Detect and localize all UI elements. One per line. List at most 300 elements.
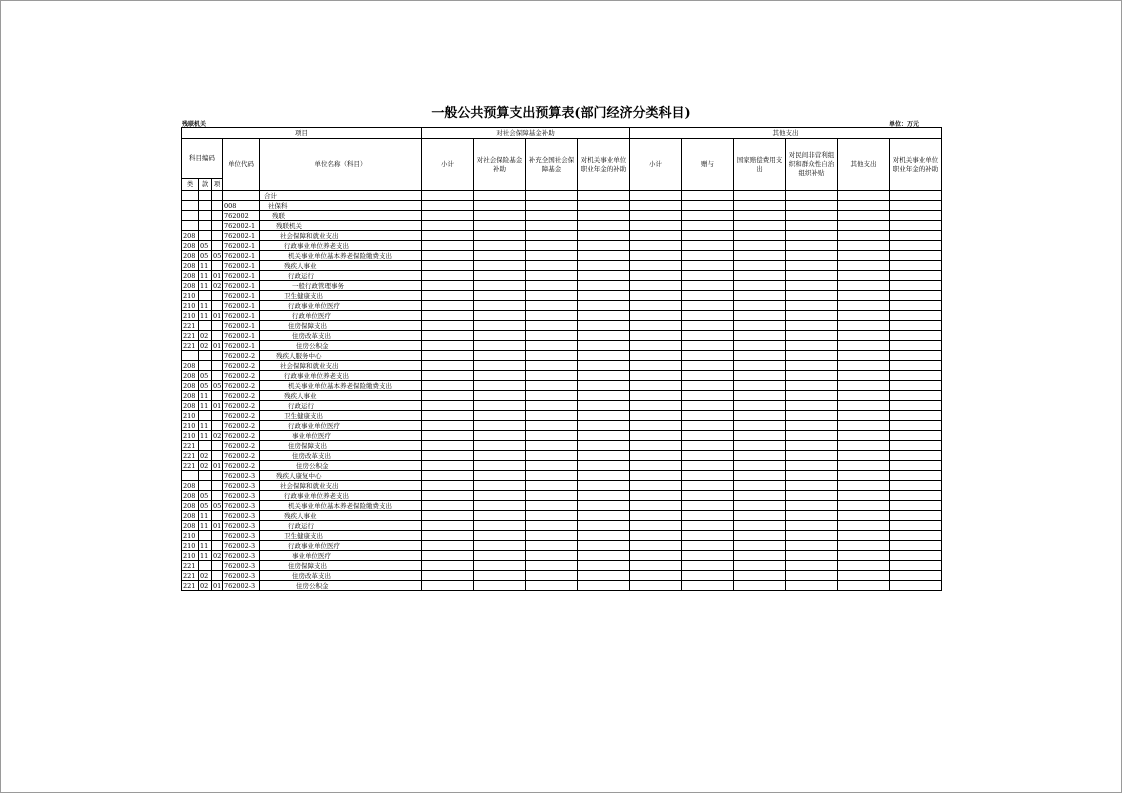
cell-xiang — [212, 531, 223, 541]
cell-amount — [578, 531, 630, 541]
cell-xiang — [212, 291, 223, 301]
cell-amount — [422, 451, 474, 461]
cell-amount — [526, 251, 578, 261]
cell-code: 762002-1 — [223, 231, 260, 241]
cell-amount — [838, 201, 890, 211]
cell-amount — [786, 261, 838, 271]
cell-kuan — [199, 471, 212, 481]
cell-amount — [682, 571, 734, 581]
cell-kuan: 05 — [199, 491, 212, 501]
cell-amount — [890, 221, 942, 231]
header-col: 小计 — [630, 139, 682, 191]
header-project: 项目 — [182, 128, 422, 139]
cell-lei: 208 — [182, 491, 199, 501]
cell-name: 一般行政管理事务 — [260, 281, 422, 291]
cell-xiang — [212, 471, 223, 481]
header-lei: 类 — [182, 179, 199, 191]
cell-amount — [578, 351, 630, 361]
cell-code: 762002-3 — [223, 491, 260, 501]
cell-amount — [474, 381, 526, 391]
table-row — [182, 251, 942, 261]
table-row — [182, 451, 942, 461]
cell-name: 残联 — [260, 211, 422, 221]
cell-xiang — [212, 391, 223, 401]
cell-amount — [526, 581, 578, 591]
cell-amount — [474, 351, 526, 361]
table-row — [182, 581, 942, 591]
cell-amount — [682, 221, 734, 231]
header-kuan: 款 — [199, 179, 212, 191]
cell-amount — [734, 401, 786, 411]
cell-amount — [682, 201, 734, 211]
cell-amount — [630, 331, 682, 341]
cell-amount — [890, 291, 942, 301]
cell-amount — [890, 541, 942, 551]
cell-kuan: 11 — [199, 391, 212, 401]
cell-amount — [474, 331, 526, 341]
cell-kuan: 11 — [199, 261, 212, 271]
cell-amount — [734, 531, 786, 541]
cell-amount — [838, 461, 890, 471]
cell-amount — [474, 411, 526, 421]
cell-amount — [630, 421, 682, 431]
cell-amount — [422, 321, 474, 331]
cell-code: 762002-1 — [223, 291, 260, 301]
cell-amount — [474, 251, 526, 261]
cell-amount — [630, 521, 682, 531]
table-row — [182, 391, 942, 401]
cell-amount — [474, 551, 526, 561]
cell-amount — [838, 561, 890, 571]
cell-lei: 221 — [182, 341, 199, 351]
cell-amount — [734, 471, 786, 481]
table-row — [182, 411, 942, 421]
cell-amount — [578, 561, 630, 571]
cell-amount — [890, 371, 942, 381]
cell-amount — [630, 231, 682, 241]
cell-amount — [630, 401, 682, 411]
cell-name: 住房改革支出 — [260, 571, 422, 581]
cell-amount — [630, 281, 682, 291]
cell-amount — [526, 221, 578, 231]
cell-amount — [526, 421, 578, 431]
cell-amount — [734, 291, 786, 301]
cell-lei: 221 — [182, 561, 199, 571]
cell-amount — [422, 431, 474, 441]
cell-kuan: 05 — [199, 501, 212, 511]
cell-amount — [838, 191, 890, 201]
cell-name: 住房保障支出 — [260, 321, 422, 331]
cell-xiang — [212, 481, 223, 491]
cell-amount — [734, 431, 786, 441]
cell-code: 762002-1 — [223, 261, 260, 271]
cell-kuan: 05 — [199, 381, 212, 391]
cell-amount — [682, 581, 734, 591]
cell-amount — [838, 551, 890, 561]
cell-amount — [682, 291, 734, 301]
table-row — [182, 281, 942, 291]
cell-amount — [682, 321, 734, 331]
cell-amount — [838, 581, 890, 591]
cell-xiang: 05 — [213, 381, 222, 390]
cell-lei — [182, 221, 199, 231]
cell-lei: 221 — [182, 451, 199, 461]
cell-amount — [422, 481, 474, 491]
cell-amount — [786, 571, 838, 581]
cell-amount — [474, 321, 526, 331]
cell-code: 762002-2 — [223, 451, 260, 461]
cell-amount — [474, 301, 526, 311]
cell-amount — [526, 531, 578, 541]
cell-amount — [734, 551, 786, 561]
table-row — [182, 461, 942, 471]
cell-lei: 208 — [182, 511, 199, 521]
cell-amount — [422, 381, 474, 391]
cell-amount — [734, 261, 786, 271]
table-row — [182, 341, 942, 351]
cell-amount — [526, 311, 578, 321]
cell-amount — [890, 441, 942, 451]
cell-amount — [526, 491, 578, 501]
cell-amount — [422, 391, 474, 401]
cell-amount — [890, 571, 942, 581]
cell-lei: 208 — [182, 401, 199, 411]
cell-amount — [474, 421, 526, 431]
cell-amount — [578, 571, 630, 581]
cell-amount — [682, 451, 734, 461]
header-unit-name: 单位名称（科目） — [260, 139, 422, 191]
cell-amount — [838, 511, 890, 521]
cell-amount — [630, 321, 682, 331]
header-col: 补充全国社会保障基金 — [526, 139, 578, 191]
cell-name: 社会保障和就业支出 — [260, 361, 422, 371]
cell-amount — [578, 391, 630, 401]
cell-amount — [422, 281, 474, 291]
cell-lei: 210 — [182, 301, 199, 311]
cell-amount — [734, 331, 786, 341]
cell-code: 762002-2 — [223, 351, 260, 361]
cell-code: 762002-2 — [223, 431, 260, 441]
cell-name: 事业单位医疗 — [260, 551, 422, 561]
cell-amount — [786, 331, 838, 341]
table-row — [182, 381, 942, 391]
cell-amount — [682, 381, 734, 391]
cell-amount — [682, 441, 734, 451]
cell-amount — [682, 231, 734, 241]
cell-amount — [682, 411, 734, 421]
cell-amount — [474, 401, 526, 411]
header-col: 小计 — [422, 139, 474, 191]
cell-amount — [578, 551, 630, 561]
cell-kuan: 05 — [199, 241, 212, 251]
cell-amount — [838, 451, 890, 461]
cell-amount — [786, 321, 838, 331]
cell-amount — [578, 481, 630, 491]
cell-amount — [890, 251, 942, 261]
cell-amount — [734, 211, 786, 221]
cell-kuan — [199, 441, 212, 451]
cell-amount — [734, 421, 786, 431]
cell-amount — [474, 491, 526, 501]
cell-amount — [474, 231, 526, 241]
cell-lei: 208 — [182, 381, 199, 391]
cell-amount — [838, 431, 890, 441]
cell-code: 762002-3 — [223, 471, 260, 481]
cell-amount — [630, 351, 682, 361]
cell-amount — [838, 521, 890, 531]
cell-amount — [890, 561, 942, 571]
table-row — [182, 491, 942, 501]
cell-amount — [734, 511, 786, 521]
cell-amount — [682, 551, 734, 561]
cell-amount — [890, 211, 942, 221]
table-row — [182, 231, 942, 241]
table-row — [182, 321, 942, 331]
header-col: 其他支出 — [838, 139, 890, 191]
cell-amount — [682, 371, 734, 381]
cell-xiang — [212, 571, 223, 581]
cell-amount — [838, 481, 890, 491]
cell-amount — [786, 461, 838, 471]
cell-amount — [734, 381, 786, 391]
cell-amount — [786, 291, 838, 301]
cell-amount — [734, 221, 786, 231]
cell-amount — [682, 331, 734, 341]
cell-lei: 221 — [182, 441, 199, 451]
cell-amount — [682, 511, 734, 521]
cell-amount — [890, 401, 942, 411]
cell-amount — [578, 471, 630, 481]
cell-amount — [786, 451, 838, 461]
cell-amount — [578, 311, 630, 321]
cell-name: 残疾人服务中心 — [260, 351, 422, 361]
cell-amount — [890, 231, 942, 241]
table-row — [182, 371, 942, 381]
cell-amount — [526, 451, 578, 461]
cell-amount — [786, 511, 838, 521]
cell-lei: 221 — [182, 461, 199, 471]
cell-amount — [526, 571, 578, 581]
header-subject-code: 科目编码 — [182, 139, 223, 179]
cell-amount — [474, 521, 526, 531]
table-row — [182, 261, 942, 271]
cell-amount — [630, 511, 682, 521]
cell-amount — [890, 511, 942, 521]
cell-amount — [838, 211, 890, 221]
cell-xiang — [212, 541, 223, 551]
cell-amount — [682, 311, 734, 321]
cell-xiang: 01 — [213, 271, 222, 280]
cell-amount — [526, 471, 578, 481]
cell-xiang — [212, 191, 223, 201]
cell-xiang — [212, 561, 223, 571]
organization-label: 残联机关 — [182, 121, 207, 128]
cell-xiang: 01 — [213, 401, 222, 410]
cell-amount — [578, 331, 630, 341]
cell-name: 行政运行 — [260, 271, 422, 281]
cell-amount — [838, 231, 890, 241]
cell-amount — [786, 421, 838, 431]
cell-amount — [682, 391, 734, 401]
cell-code: 762002-1 — [223, 271, 260, 281]
cell-code: 762002-1 — [223, 281, 260, 291]
budget-table — [181, 127, 942, 591]
cell-xiang: 01 — [213, 581, 222, 590]
table-row — [182, 241, 942, 251]
cell-xiang — [212, 421, 223, 431]
unit-label: 单位：万元 — [889, 121, 920, 128]
cell-code: 762002-3 — [223, 541, 260, 551]
cell-amount — [474, 191, 526, 201]
cell-amount — [682, 501, 734, 511]
cell-amount — [734, 281, 786, 291]
cell-kuan: 11 — [199, 271, 212, 281]
cell-code: 762002-2 — [223, 461, 260, 471]
cell-amount — [890, 381, 942, 391]
cell-name: 卫生健康支出 — [260, 531, 422, 541]
cell-amount — [838, 291, 890, 301]
cell-amount — [474, 311, 526, 321]
cell-amount — [526, 561, 578, 571]
header-col: 对机关事业单位职业年金的补助 — [578, 139, 630, 191]
table-row — [182, 551, 942, 561]
cell-amount — [630, 201, 682, 211]
cell-amount — [630, 271, 682, 281]
cell-amount — [890, 501, 942, 511]
cell-amount — [422, 541, 474, 551]
cell-name: 住房公积金 — [260, 581, 422, 591]
cell-amount — [578, 261, 630, 271]
cell-amount — [474, 471, 526, 481]
cell-name: 残疾人康复中心 — [260, 471, 422, 481]
cell-xiang — [212, 491, 223, 501]
cell-lei: 208 — [182, 481, 199, 491]
cell-amount — [786, 391, 838, 401]
cell-amount — [630, 471, 682, 481]
cell-amount — [474, 211, 526, 221]
cell-amount — [682, 341, 734, 351]
cell-xiang: 05 — [213, 251, 222, 260]
cell-amount — [578, 251, 630, 261]
cell-amount — [422, 551, 474, 561]
cell-xiang: 01 — [213, 311, 222, 320]
cell-amount — [578, 411, 630, 421]
cell-amount — [890, 301, 942, 311]
cell-amount — [890, 451, 942, 461]
cell-lei: 210 — [182, 541, 199, 551]
cell-amount — [526, 261, 578, 271]
table-row — [182, 421, 942, 431]
cell-amount — [474, 501, 526, 511]
cell-xiang — [212, 321, 223, 331]
cell-amount — [578, 221, 630, 231]
cell-name: 残联机关 — [260, 221, 422, 231]
cell-lei: 208 — [182, 361, 199, 371]
cell-amount — [578, 521, 630, 531]
cell-amount — [578, 371, 630, 381]
cell-amount — [838, 421, 890, 431]
cell-name: 住房公积金 — [260, 341, 422, 351]
cell-amount — [682, 541, 734, 551]
cell-amount — [682, 281, 734, 291]
cell-amount — [734, 451, 786, 461]
cell-xiang — [212, 441, 223, 451]
cell-xiang — [212, 301, 223, 311]
cell-amount — [734, 251, 786, 261]
cell-amount — [526, 371, 578, 381]
cell-amount — [838, 361, 890, 371]
page-title: 一般公共预算支出预算表(部门经济分类科目) — [431, 106, 691, 121]
cell-kuan: 11 — [199, 511, 212, 521]
cell-amount — [630, 411, 682, 421]
cell-amount — [422, 351, 474, 361]
cell-amount — [526, 271, 578, 281]
cell-amount — [630, 191, 682, 201]
table-row — [182, 531, 942, 541]
cell-amount — [630, 531, 682, 541]
cell-lei: 210 — [182, 311, 199, 321]
table-row — [182, 301, 942, 311]
cell-amount — [422, 361, 474, 371]
table-row — [182, 211, 942, 221]
cell-amount — [578, 461, 630, 471]
table-row — [182, 541, 942, 551]
cell-amount — [578, 241, 630, 251]
cell-amount — [578, 441, 630, 451]
cell-amount — [474, 571, 526, 581]
cell-amount — [422, 401, 474, 411]
cell-amount — [578, 431, 630, 441]
cell-amount — [630, 481, 682, 491]
cell-amount — [422, 581, 474, 591]
cell-amount — [422, 501, 474, 511]
cell-code: 762002-2 — [223, 421, 260, 431]
cell-name: 卫生健康支出 — [260, 291, 422, 301]
cell-code: 762002-1 — [223, 301, 260, 311]
header-col: 对机关事业单位职业年金的补助 — [890, 139, 942, 191]
cell-amount — [890, 481, 942, 491]
cell-amount — [526, 341, 578, 351]
cell-amount — [838, 371, 890, 381]
cell-amount — [838, 351, 890, 361]
cell-amount — [838, 311, 890, 321]
cell-amount — [786, 311, 838, 321]
cell-amount — [786, 211, 838, 221]
cell-lei: 210 — [182, 551, 199, 561]
table-row — [182, 331, 942, 341]
table-row — [182, 501, 942, 511]
cell-kuan: 11 — [199, 311, 212, 321]
cell-lei: 208 — [182, 281, 199, 291]
cell-amount — [786, 581, 838, 591]
cell-kuan: 02 — [199, 461, 212, 471]
cell-code: 762002-3 — [223, 531, 260, 541]
cell-amount — [890, 241, 942, 251]
cell-amount — [734, 321, 786, 331]
cell-amount — [734, 481, 786, 491]
cell-kuan: 05 — [199, 371, 212, 381]
cell-name: 行政事业单位医疗 — [260, 541, 422, 551]
cell-amount — [838, 331, 890, 341]
cell-amount — [786, 501, 838, 511]
cell-xiang: 02 — [213, 281, 222, 290]
cell-lei: 210 — [182, 411, 199, 421]
cell-amount — [890, 411, 942, 421]
cell-amount — [786, 361, 838, 371]
cell-name: 行政事业单位医疗 — [260, 301, 422, 311]
cell-amount — [838, 251, 890, 261]
cell-amount — [630, 251, 682, 261]
